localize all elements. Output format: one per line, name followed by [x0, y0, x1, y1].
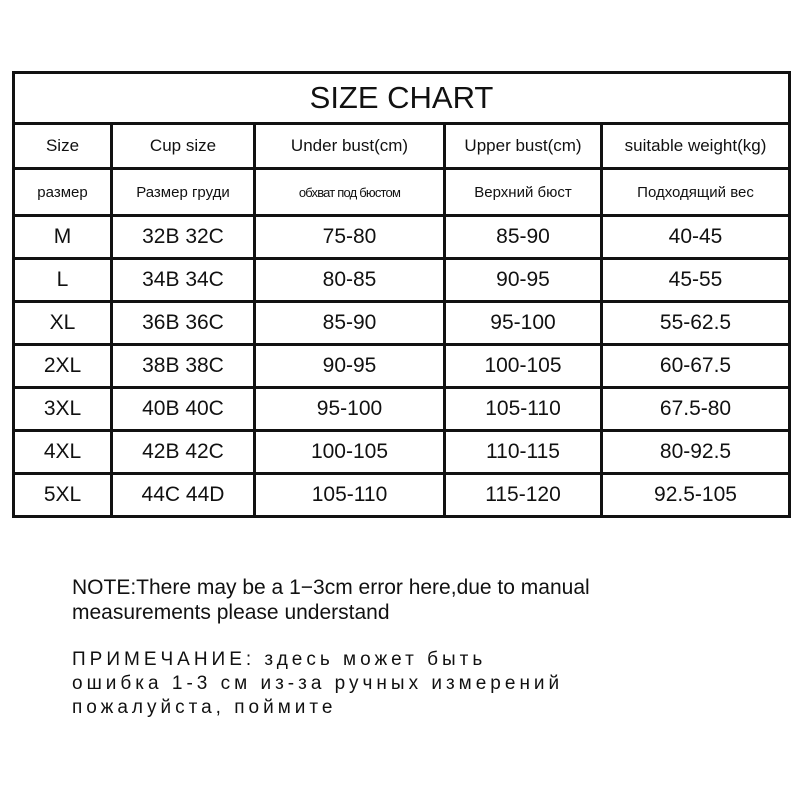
header-under-bust: Under bust(cm) [255, 124, 445, 169]
table-row [14, 259, 790, 302]
cell-weight: 92.5-105 [602, 474, 790, 517]
table-row [14, 431, 790, 474]
header-upper-bust: Upper bust(cm) [445, 124, 602, 169]
cell-upper-bust: 90-95 [445, 259, 602, 302]
note-ru-line: ошибка 1-3 см из-за ручных измерений [72, 673, 564, 694]
note-line: NOTE:There may be a 1−3cm error here,due to manual [72, 576, 590, 599]
note-ru-line: пожалуйста, поймите [72, 697, 337, 718]
cell-weight: 67.5-80 [602, 388, 790, 431]
cell-size: 2XL [14, 345, 112, 388]
cell-cup-size: 34B 34C [112, 259, 255, 302]
cell-weight: 40-45 [602, 216, 790, 259]
note-english [72, 575, 590, 625]
cell-upper-bust: 115-120 [445, 474, 602, 517]
cell-under-bust: 90-95 [255, 345, 445, 388]
cell-cup-size: 38B 38C [112, 345, 255, 388]
cell-weight: 80-92.5 [602, 431, 790, 474]
size-chart-table [12, 71, 791, 518]
cell-cup-size: 32B 32C [112, 216, 255, 259]
table-row [14, 345, 790, 388]
cell-weight: 60-67.5 [602, 345, 790, 388]
cell-under-bust: 95-100 [255, 388, 445, 431]
table-row [14, 216, 790, 259]
header-ru-weight: Подходящий вес [602, 169, 790, 216]
cell-size: M [14, 216, 112, 259]
cell-cup-size: 40B 40C [112, 388, 255, 431]
chart-title: SIZE CHART [14, 73, 790, 124]
header-ru-size: размер [14, 169, 112, 216]
note-ru-line: ПРИМЕЧАНИЕ: здесь может быть [72, 649, 487, 670]
cell-upper-bust: 105-110 [445, 388, 602, 431]
cell-upper-bust: 110-115 [445, 431, 602, 474]
note-russian [72, 648, 563, 720]
cell-upper-bust: 100-105 [445, 345, 602, 388]
cell-weight: 55-62.5 [602, 302, 790, 345]
header-ru-cup-size: Размер груди [112, 169, 255, 216]
note-line: measurements please understand [72, 601, 390, 624]
cell-size: XL [14, 302, 112, 345]
header-size: Size [14, 124, 112, 169]
table-row [14, 388, 790, 431]
cell-cup-size: 42B 42C [112, 431, 255, 474]
header-ru-upper-bust: Верхний бюст [445, 169, 602, 216]
header-ru-under-bust: обхват под бюстом [255, 169, 445, 216]
header-weight: suitable weight(kg) [602, 124, 790, 169]
cell-under-bust: 75-80 [255, 216, 445, 259]
cell-under-bust: 100-105 [255, 431, 445, 474]
cell-size: 5XL [14, 474, 112, 517]
cell-cup-size: 44C 44D [112, 474, 255, 517]
cell-cup-size: 36B 36C [112, 302, 255, 345]
cell-weight: 45-55 [602, 259, 790, 302]
cell-size: 4XL [14, 431, 112, 474]
cell-size: L [14, 259, 112, 302]
cell-under-bust: 105-110 [255, 474, 445, 517]
header-cup-size: Cup size [112, 124, 255, 169]
table-row [14, 302, 790, 345]
cell-upper-bust: 95-100 [445, 302, 602, 345]
cell-under-bust: 85-90 [255, 302, 445, 345]
cell-upper-bust: 85-90 [445, 216, 602, 259]
table-row [14, 474, 790, 517]
cell-under-bust: 80-85 [255, 259, 445, 302]
cell-size: 3XL [14, 388, 112, 431]
